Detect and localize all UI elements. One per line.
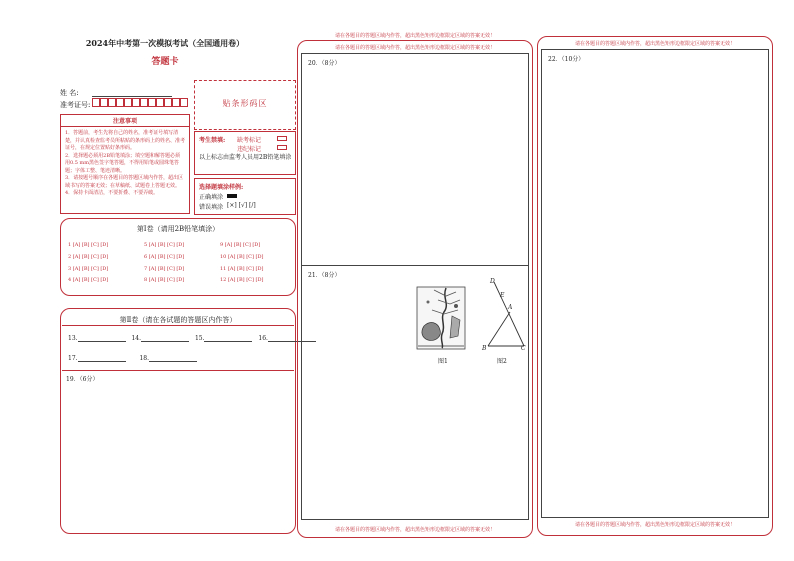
- barcode-area: [194, 80, 296, 130]
- answer-blank[interactable]: [204, 336, 252, 342]
- id-digit-box[interactable]: [100, 98, 108, 107]
- note-item: 3．请按题号顺序在各题目的答题区域内作答，超出区域书写的答案无效；在草稿纸、试题卷上答题无效。: [65, 175, 184, 189]
- q19-label: 19．（6分）: [66, 376, 99, 383]
- choice-group[interactable]: 1 [A] [B] [C] [D]: [68, 242, 109, 248]
- q20-label: 20．（8分）: [308, 60, 341, 67]
- barcode-label: 贴条形码区: [222, 99, 268, 108]
- missing-label: 缺考标记: [237, 137, 262, 144]
- answer-blank[interactable]: [78, 356, 126, 362]
- id-digit-box[interactable]: [156, 98, 164, 107]
- choice-row-2[interactable]: [68, 254, 263, 260]
- warning-text-right-top: 请在各题目的答题区域内作答，超出黑色矩形边框限定区域的答案无效！: [574, 41, 735, 47]
- choice-group[interactable]: 7 [A] [B] [C] [D]: [144, 266, 185, 272]
- blank-number: 15.: [194, 335, 205, 342]
- absence-instruction: 以上标志由监考人员用2B铅笔填涂: [199, 154, 292, 161]
- choice-row-1[interactable]: [68, 242, 260, 248]
- note-item: 4．保持卡面清洁，不要折叠、不要弄破。: [65, 190, 159, 196]
- correct-fill-mark: [227, 194, 237, 198]
- blank-row-2: [68, 355, 197, 362]
- violation-checkbox[interactable]: [277, 145, 287, 150]
- name-field[interactable]: [92, 96, 172, 97]
- blank-number: 16.: [258, 335, 268, 342]
- id-digit-box[interactable]: [140, 98, 148, 107]
- fill-sample-box: [194, 178, 296, 215]
- choice-group[interactable]: 6 [A] [B] [C] [D]: [144, 254, 185, 260]
- answer-blank[interactable]: [78, 336, 126, 342]
- point-b: B: [482, 345, 487, 352]
- choice-group[interactable]: 8 [A] [B] [C] [D]: [144, 277, 185, 283]
- blank-number: 14.: [131, 335, 142, 342]
- id-digit-box[interactable]: [164, 98, 172, 107]
- violation-label: 违纪标记: [237, 146, 262, 153]
- id-digit-box[interactable]: [108, 98, 116, 107]
- point-e: E: [500, 292, 505, 299]
- id-digit-box[interactable]: [132, 98, 140, 107]
- id-digit-box[interactable]: [116, 98, 124, 107]
- blank-number: 13.: [68, 335, 78, 342]
- figure1-illustration: [416, 286, 466, 350]
- notes-box: [60, 114, 190, 214]
- q19-answer-area[interactable]: [62, 384, 294, 532]
- warning-text-top-2: 请在各题目的答题区域内作答，超出黑色矩形边框限定区域的答案无效！: [334, 45, 495, 51]
- point-c: C: [521, 345, 526, 352]
- id-digit-box[interactable]: [92, 98, 100, 107]
- wrong-fill-marks: [×] [√] [/]: [227, 202, 256, 209]
- point-d: D: [490, 278, 495, 285]
- choice-row-3[interactable]: [68, 266, 263, 272]
- blank-number: 17.: [68, 355, 78, 362]
- id-digit-box[interactable]: [180, 98, 188, 107]
- notes-heading: 注意事项: [61, 115, 189, 127]
- name-label: 姓 名:: [60, 89, 79, 97]
- blank-row-1: [68, 335, 316, 342]
- warning-text-right-bottom: 请在各题目的答题区域内作答，超出黑色矩形边框限定区域的答案无效！: [574, 522, 735, 528]
- section2-title: 第Ⅱ卷（请在各试题的答题区内作答）: [119, 316, 237, 324]
- missing-checkbox[interactable]: [277, 136, 287, 141]
- q21-label: 21．（8分）: [308, 272, 341, 279]
- exam-title: 2024年中考第一次模拟考试（全国通用卷）: [85, 38, 245, 48]
- correct-fill-label: 正确填涂: [199, 194, 224, 201]
- q22-label: 22．（10分）: [548, 56, 585, 63]
- answer-blank[interactable]: [149, 356, 197, 362]
- choice-group[interactable]: 4 [A] [B] [C] [D]: [68, 277, 109, 283]
- figure1-caption: 图1: [438, 358, 448, 365]
- figure2-caption: 图2: [497, 358, 507, 365]
- answer-blank[interactable]: [141, 336, 189, 342]
- q22-box[interactable]: [541, 49, 769, 518]
- blank-number: 18.: [139, 355, 150, 362]
- q19-divider: [62, 370, 294, 371]
- warning-text-bottom-mid: 请在各题目的答题区域内作答，超出黑色矩形边框限定区域的答案无效！: [334, 527, 495, 533]
- q20-box[interactable]: [301, 53, 529, 266]
- card-title: 答题卡: [151, 57, 179, 67]
- absence-label: 考生禁填:: [199, 137, 226, 144]
- choice-row-4[interactable]: [68, 277, 263, 283]
- wrong-fill-label: 错误填涂: [199, 204, 224, 211]
- warning-text-top-1: 请在各题目的答题区域内作答，超出黑色矩形边框限定区域的答案无效！: [334, 33, 495, 39]
- choice-group[interactable]: 2 [A] [B] [C] [D]: [68, 254, 109, 260]
- choice-group[interactable]: 10 [A] [B] [C] [D]: [220, 254, 264, 260]
- id-digit-box[interactable]: [148, 98, 156, 107]
- fill-sample-title: 选择题填涂样例:: [199, 184, 244, 191]
- choice-group[interactable]: 11 [A] [B] [C] [D]: [220, 266, 264, 272]
- id-boxes[interactable]: [92, 98, 188, 107]
- choice-group[interactable]: 12 [A] [B] [C] [D]: [220, 277, 264, 283]
- choice-group[interactable]: 3 [A] [B] [C] [D]: [68, 266, 109, 272]
- note-item: 2．选择题必须用2B铅笔填涂；填空题和解答题必须用0.5 mm黑色签字笔答题，不得用铅笔或圆珠笔答题；字体工整、笔迹清晰。: [65, 152, 181, 174]
- id-digit-box[interactable]: [172, 98, 180, 107]
- section1-title: 第Ⅰ卷（请用2B铅笔填涂）: [136, 225, 220, 233]
- section2-divider: [62, 325, 294, 326]
- choice-group[interactable]: 5 [A] [B] [C] [D]: [144, 242, 185, 248]
- point-a: A: [508, 304, 513, 311]
- choice-group[interactable]: 9 [A] [B] [C] [D]: [220, 242, 261, 248]
- absence-box: [194, 131, 296, 175]
- id-digit-box[interactable]: [124, 98, 132, 107]
- note-item: 1．答题前，考生先将自己的姓名，准考证号填写清楚，并认真检查监考员所粘贴的条形码上的姓名、准考证号，在规定位置贴好条形码。: [65, 130, 186, 151]
- id-label: 准考证号:: [60, 101, 91, 109]
